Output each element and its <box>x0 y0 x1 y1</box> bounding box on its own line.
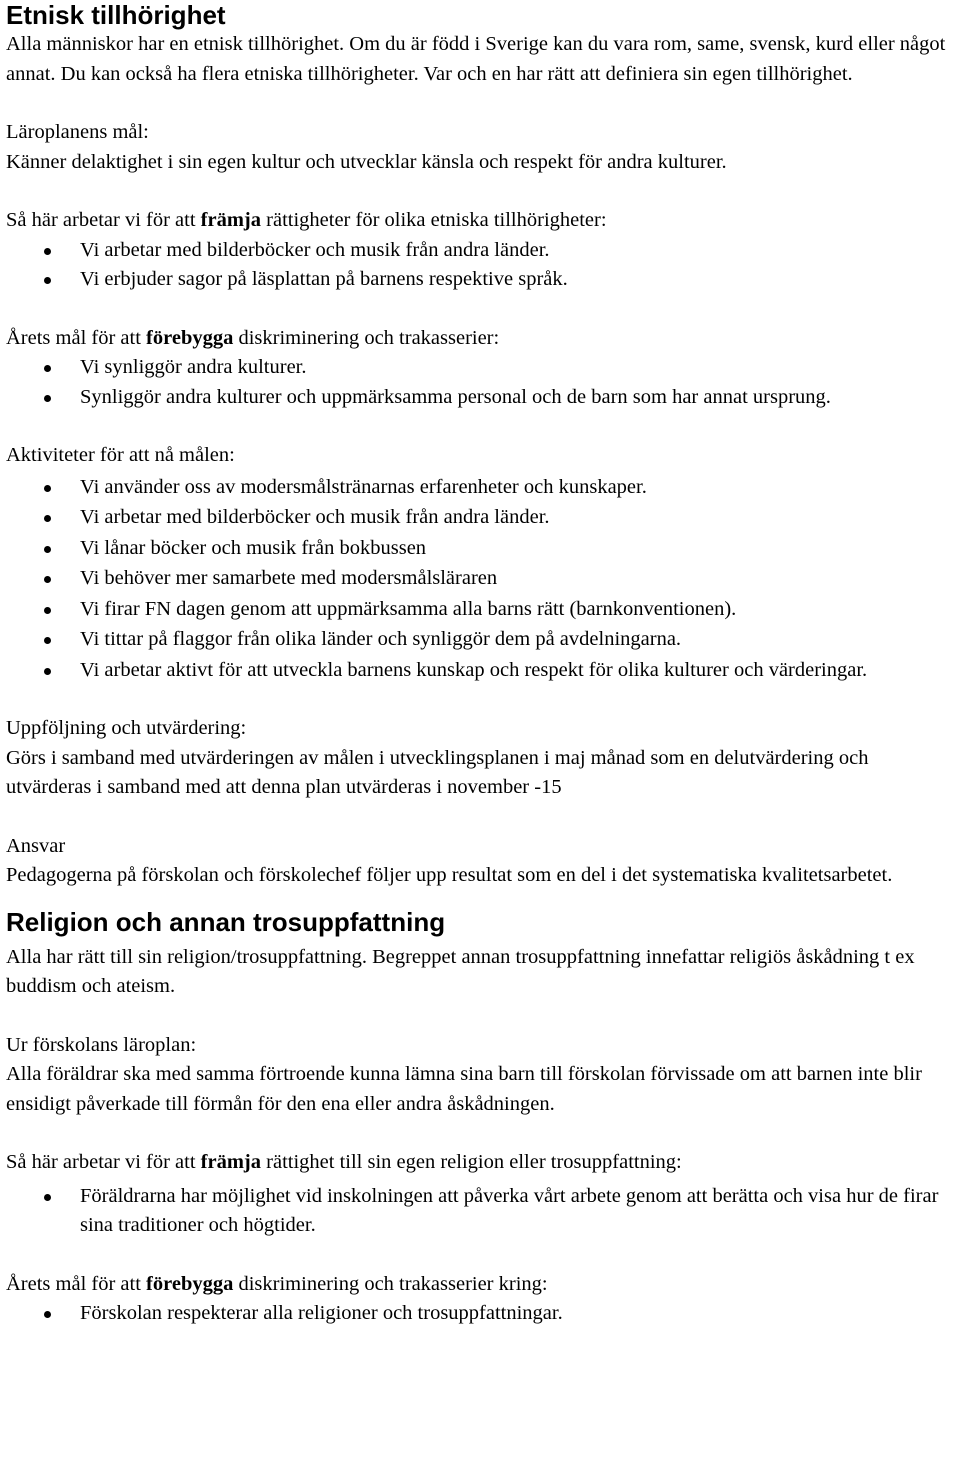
list-item: Vi erbjuder sagor på läsplattan på barnens respektive språk. <box>6 265 948 295</box>
list-item: Vi tittar på flaggor från olika länder och synliggör dem på avdelningarna. <box>6 625 948 655</box>
activities-list <box>6 473 948 686</box>
preschool-curriculum-label: Ur förskolans läroplan: <box>6 1033 197 1056</box>
list-item: Vi behöver mer samarbete med modersmålsläraren <box>6 564 948 594</box>
promote-list <box>6 236 948 295</box>
list-item: Vi synliggör andra kulturer. <box>6 353 948 383</box>
curriculum-goal-label: Läroplanens mål: <box>6 121 149 143</box>
list-item: Vi arbetar med bilderböcker och musik från andra länder. <box>6 503 948 533</box>
prevent-list <box>6 353 948 412</box>
activities-label: Aktiviteter för att nå målen: <box>6 444 235 466</box>
list-item: Vi lånar böcker och musik från bokbussen <box>6 534 948 564</box>
responsible-label: Ansvar <box>6 834 66 857</box>
list-item: Förskolan respekterar alla religioner och trosuppfattningar. <box>6 1299 948 1329</box>
list-item: Vi firar FN dagen genom att uppmärksamma alla barns rätt (barnkonventionen). <box>6 595 948 625</box>
prevent-heading: Årets mål för att förebygga diskriminering och trakasserier: <box>6 326 500 349</box>
followup-text: Görs i samband med utvärderingen av målen i utvecklingsplanen i maj månad som en delutvärdering och utvärderas i samband med att denna plan utvärderas i november -15 <box>6 746 869 798</box>
religion-promote-heading: Så här arbetar vi för att främja rättighet till sin egen religion eller trosuppfattning: <box>6 1151 682 1173</box>
ethnicity-intro: Alla människor har en etnisk tillhörighet. Om du är född i Sverige kan du vara rom, same, svensk, kurd eller något annat. Du kan också ha flera etniska tillhörigheter. Var och en har rätt att definiera sin egen tillhörighet. <box>6 33 946 85</box>
curriculum-goal-text: Känner delaktighet i sin egen kultur och utvecklar känsla och respekt för andra kulturer. <box>6 150 727 173</box>
promote-heading: Så här arbetar vi för att främja rättigheter för olika etniska tillhörigheter: <box>6 209 607 231</box>
list-item: Vi arbetar aktivt för att utveckla barnens kunskap och respekt för olika kulturer och värderingar. <box>6 656 948 686</box>
list-item: Synliggör andra kulturer och uppmärksamma personal och de barn som har annat ursprung. <box>6 383 948 413</box>
religion-intro: Alla har rätt till sin religion/trosuppfattning. Begreppet annan trosuppfattning innefattar religiös åskådning t ex buddism och ateism. <box>6 945 915 997</box>
religion-promote-list <box>6 1182 948 1241</box>
section-heading-ethnicity: Etnisk tillhörighet <box>6 0 226 30</box>
responsible-text: Pedagogerna på förskolan och förskolechef följer upp resultat som en del i det systematiska kvalitetsarbetet. <box>6 864 893 886</box>
list-item: Vi arbetar med bilderböcker och musik från andra länder. <box>6 236 948 266</box>
followup-label: Uppföljning och utvärdering: <box>6 717 247 739</box>
religion-prevent-heading: Årets mål för att förebygga diskriminering och trakasserier kring: <box>6 1272 548 1295</box>
religion-prevent-list <box>6 1299 948 1329</box>
list-item: Vi använder oss av modersmålstränarnas erfarenheter och kunskaper. <box>6 473 948 503</box>
section-heading-religion: Religion och annan trosuppfattning <box>6 906 446 937</box>
preschool-curriculum-text: Alla föräldrar ska med samma förtroende kunna lämna sina barn till förskolan förvissade om att barnen inte blir ensidigt påverkade till förmån för den ena eller andra åskådningen. <box>6 1063 922 1115</box>
list-item: Föräldrarna har möjlighet vid inskolningen att påverka vårt arbete genom att berätta och visa hur de firar sina traditioner och högtider. <box>6 1182 948 1241</box>
